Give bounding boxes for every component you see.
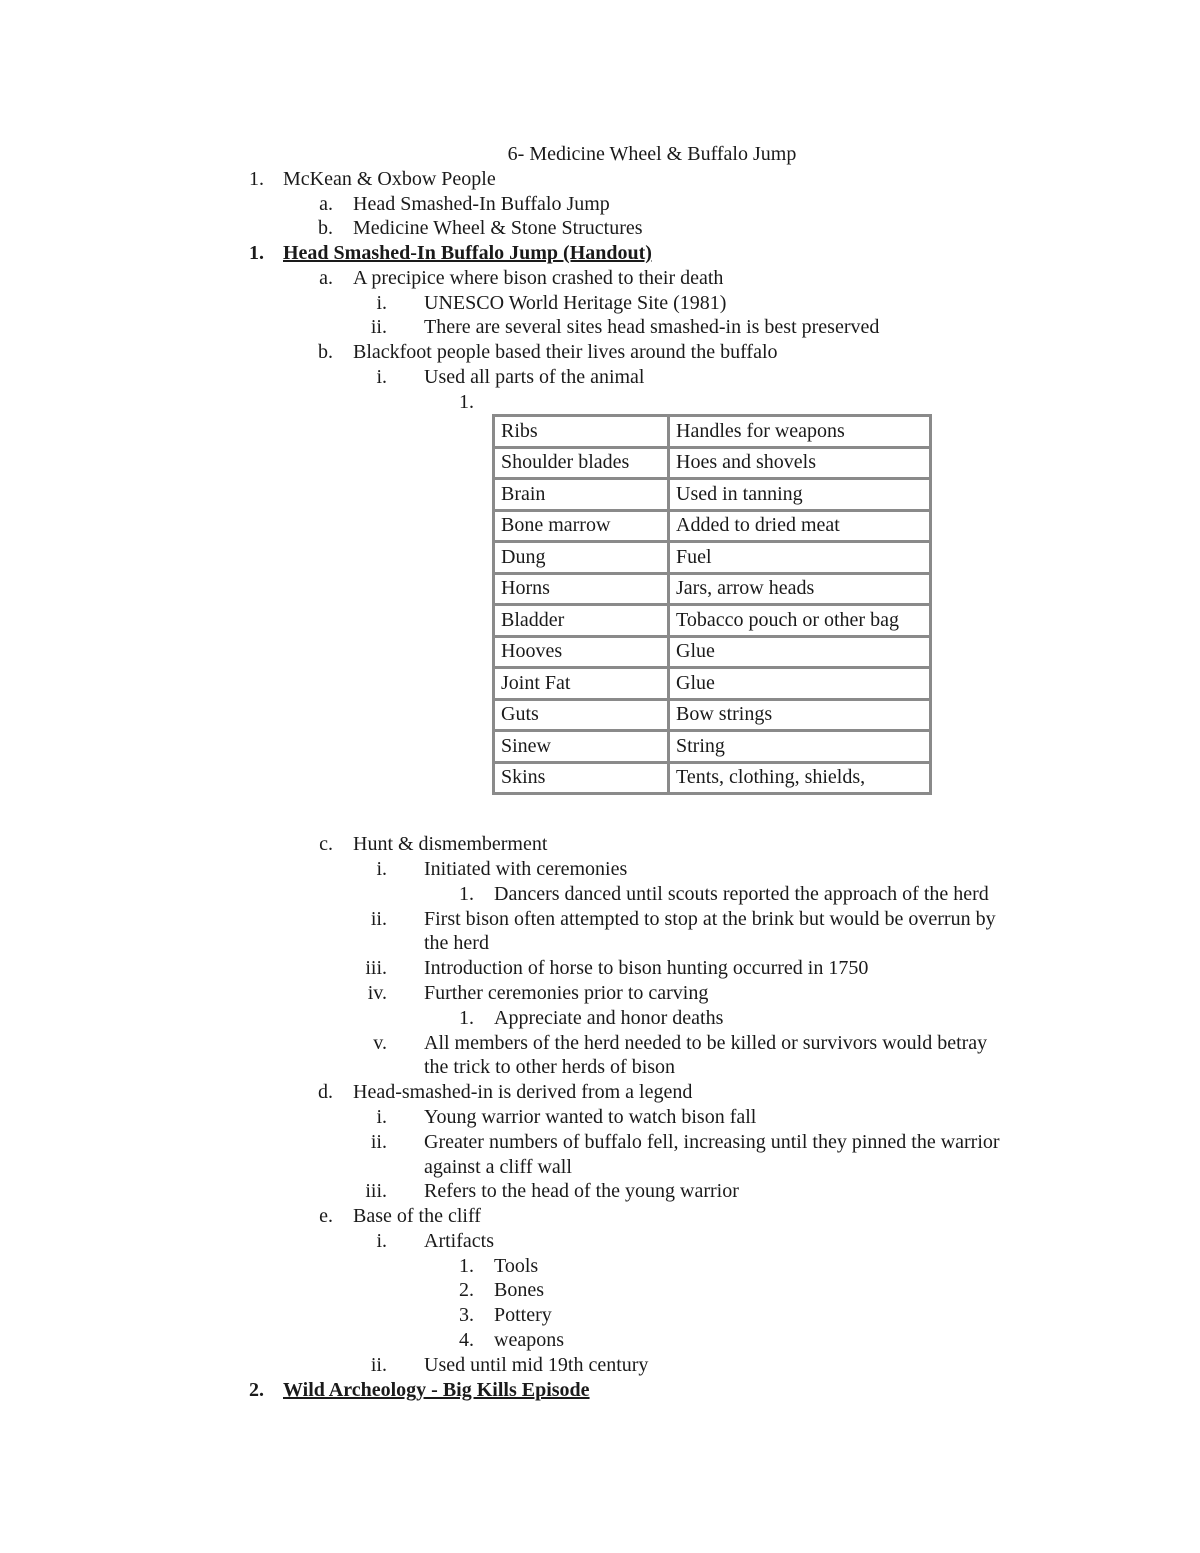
table-cell-part: Brain [494,479,669,511]
list-item-text: All members of the herd needed to be killed or survivors would betray [424,1032,988,1054]
list-marker: 4. [459,1329,474,1351]
table-cell-part: Horns [494,573,669,605]
list-item-text: Dancers danced until scouts reported the approach of the herd [494,883,989,905]
list-item-text: Medicine Wheel & Stone Structures [353,217,643,239]
list-marker: 2. [249,1379,264,1401]
list-item-text: Bones [494,1279,544,1301]
list-marker: ii. [370,908,387,930]
page-title: 6- Medicine Wheel & Buffalo Jump [507,143,797,165]
table-cell-part: Ribs [494,416,669,448]
table-cell-use: Tobacco pouch or other bag [669,605,931,637]
table-row [494,731,931,763]
list-item-text: Pottery [494,1304,552,1326]
list-marker: iv. [367,982,387,1004]
list-marker: 1. [249,242,264,264]
table-cell-use: Glue [669,668,931,700]
list-marker: 1. [459,391,474,413]
list-marker: b. [318,341,333,363]
table-cell-use: Handles for weapons [669,416,931,448]
list-item-text: the herd [424,932,489,954]
table-cell-use: Jars, arrow heads [669,573,931,605]
list-item-text: Tools [494,1255,539,1277]
list-marker: i. [376,858,387,880]
list-marker: i. [376,1106,387,1128]
list-marker: ii. [370,1131,387,1153]
table-row [494,479,931,511]
table-row [494,605,931,637]
list-marker: a. [319,193,333,215]
table-cell-part: Dung [494,542,669,574]
list-item-text: Greater numbers of buffalo fell, increasing until they pinned the warrior [424,1131,1000,1153]
list-marker: ii. [370,1354,387,1376]
table-cell-part: Bone marrow [494,510,669,542]
list-item-text: against a cliff wall [424,1156,572,1178]
list-item-text: Introduction of horse to bison hunting occurred in 1750 [424,957,869,979]
list-marker: i. [376,366,387,388]
table-cell-use: Tents, clothing, shields, [669,762,931,794]
table-row [494,510,931,542]
list-marker: d. [318,1081,333,1103]
section-heading-text: Head Smashed-In Buffalo Jump (Handout) [283,242,652,264]
list-marker: iii. [365,957,387,979]
list-marker: 3. [459,1304,474,1326]
table-cell-use: String [669,731,931,763]
table-cell-part: Guts [494,699,669,731]
list-marker: 1. [459,1255,474,1277]
table-cell-part: Sinew [494,731,669,763]
list-item-text: Base of the cliff [353,1205,481,1227]
table-row [494,668,931,700]
table-row [494,447,931,479]
table-row [494,636,931,668]
list-item-text: Head-smashed-in is derived from a legend [353,1081,693,1103]
list-item-text: the trick to other herds of bison [424,1056,676,1078]
table-row [494,542,931,574]
table-cell-part: Bladder [494,605,669,637]
list-marker: iii. [365,1180,387,1202]
section-heading-text: Wild Archeology - Big Kills Episode [283,1379,590,1401]
table-cell-part: Skins [494,762,669,794]
list-item-text: Hunt & dismemberment [353,833,548,855]
list-marker: 1. [249,168,264,190]
table-cell-part: Hooves [494,636,669,668]
table-row [494,416,931,448]
list-item-text: There are several sites head smashed-in is best preserved [424,316,880,338]
list-marker: v. [373,1032,387,1054]
list-marker: b. [318,217,333,239]
list-item-text: Appreciate and honor deaths [494,1007,724,1029]
list-marker: 2. [459,1279,474,1301]
table-cell-use: Used in tanning [669,479,931,511]
table-cell-use: Hoes and shovels [669,447,931,479]
list-item-text: Used until mid 19th century [424,1354,649,1376]
table-cell-use: Fuel [669,542,931,574]
list-item-text: Used all parts of the animal [424,366,645,388]
table-row [494,573,931,605]
list-marker: ii. [370,316,387,338]
table-row [494,699,931,731]
list-item-text: McKean & Oxbow People [283,168,496,190]
list-marker: i. [376,292,387,314]
list-marker: e. [319,1205,333,1227]
table-row [494,762,931,794]
list-marker: i. [376,1230,387,1252]
list-item-text: Further ceremonies prior to carving [424,982,709,1004]
list-item-text: Refers to the head of the young warrior [424,1180,739,1202]
list-item-text: A precipice where bison crashed to their death [353,267,724,289]
list-marker: c. [319,833,333,855]
list-item-text: Blackfoot people based their lives around the buffalo [353,341,778,363]
table-cell-use: Added to dried meat [669,510,931,542]
list-marker: a. [319,267,333,289]
list-item-text: UNESCO World Heritage Site (1981) [424,292,727,314]
list-item-text: weapons [494,1329,564,1351]
table-cell-use: Glue [669,636,931,668]
list-item-text: Young warrior wanted to watch bison fall [424,1106,757,1128]
table-cell-part: Joint Fat [494,668,669,700]
list-marker: 1. [459,883,474,905]
list-marker: 1. [459,1007,474,1029]
table-cell-part: Shoulder blades [494,447,669,479]
list-item-text: Artifacts [424,1230,494,1252]
table-cell-use: Bow strings [669,699,931,731]
list-item-text: Head Smashed-In Buffalo Jump [353,193,610,215]
list-item-text: Initiated with ceremonies [424,858,628,880]
list-item-text: First bison often attempted to stop at the brink but would be overrun by [424,908,996,930]
buffalo-parts-table [492,414,932,795]
